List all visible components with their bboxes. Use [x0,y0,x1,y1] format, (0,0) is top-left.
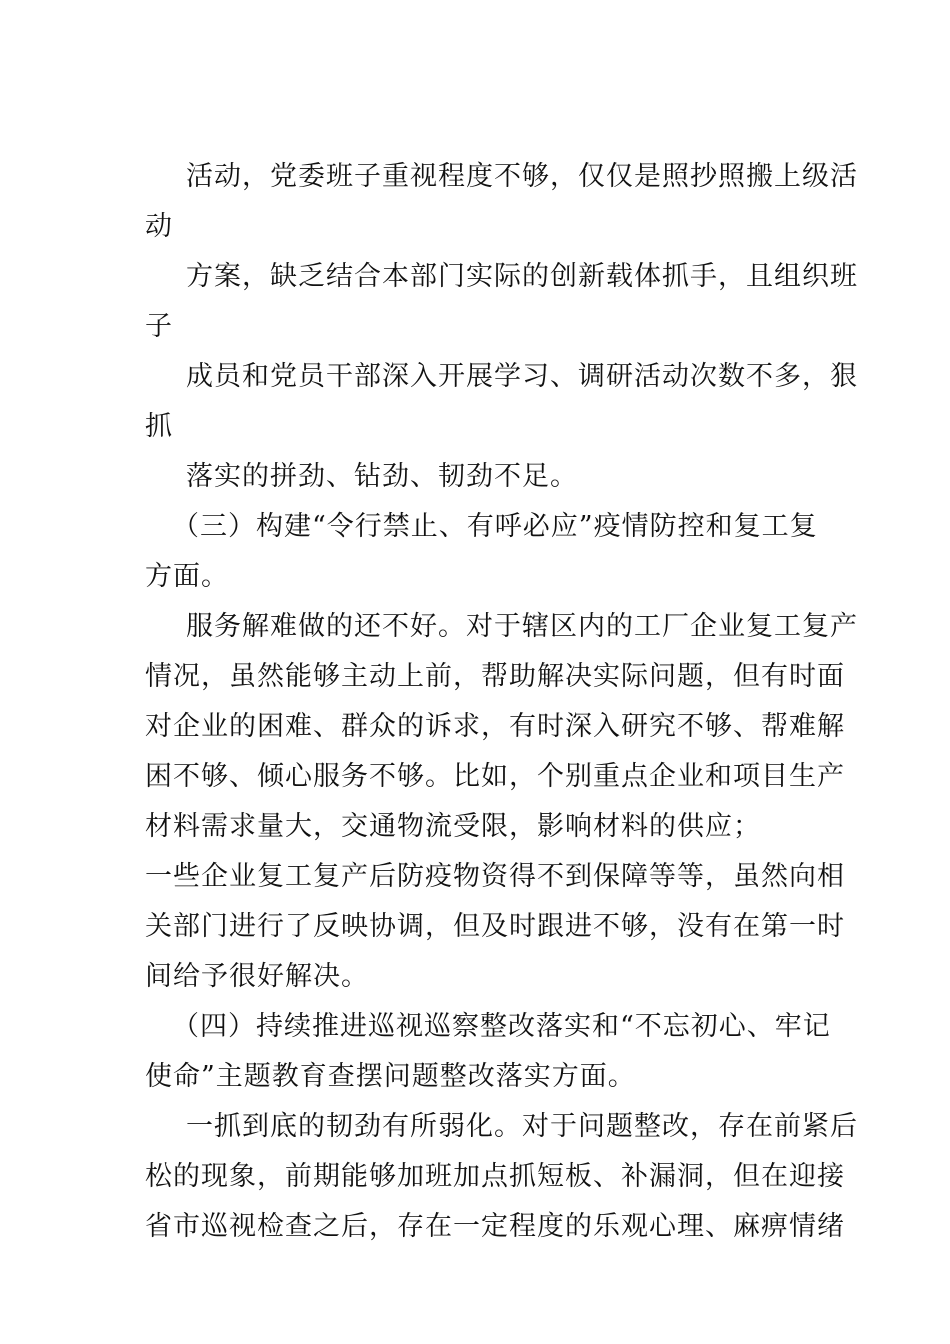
text-line: 对企业的困难、群众的诉求，有时深入研究不够、帮难解 [145,711,845,742]
text-line: 困不够、倾心服务不够。比如，个别重点企业和项目生产 [145,761,845,792]
section-heading: （四）持续推进巡视巡察整改落实和“不忘初心、牢记 [172,1011,831,1042]
text-line: 方面。 [145,561,229,592]
text-line: 材料需求量大，交通物流受限，影响材料的供应； [145,811,761,842]
text-line: 抓 [145,411,173,442]
text-line: 方案，缺乏结合本部门实际的创新载体抓手，且组织班 [186,261,858,292]
text-line: 松的现象，前期能够加班加点抓短板、补漏洞，但在迎接 [145,1161,845,1192]
text-line: 情况，虽然能够主动上前，帮助解决实际问题，但有时面 [145,661,845,692]
text-line: 一些企业复工复产后防疫物资得不到保障等等，虽然向相 [145,861,845,892]
text-line: 间给予很好解决。 [145,961,369,992]
text-line: 服务解难做的还不好。对于辖区内的工厂企业复工复产 [186,611,858,642]
text-line: 动 [145,211,173,242]
text-line: 使命”主题教育查摆问题整改落实方面。 [145,1061,636,1092]
text-line: 省市巡视检查之后，存在一定程度的乐观心理、麻痹情绪 [145,1211,845,1242]
text-line: 落实的拼劲、钻劲、韧劲不足。 [186,461,578,492]
text-line: 子 [145,311,173,342]
text-line: 一抓到底的韧劲有所弱化。对于问题整改，存在前紧后 [186,1111,858,1142]
text-line: 活动，党委班子重视程度不够，仅仅是照抄照搬上级活 [186,161,858,192]
section-heading: （三）构建“令行禁止、有呼必应”疫情防控和复工复 [172,511,818,542]
text-line: 成员和党员干部深入开展学习、调研活动次数不多，狠 [186,361,858,392]
text-line: 关部门进行了反映协调，但及时跟进不够，没有在第一时 [145,911,845,942]
